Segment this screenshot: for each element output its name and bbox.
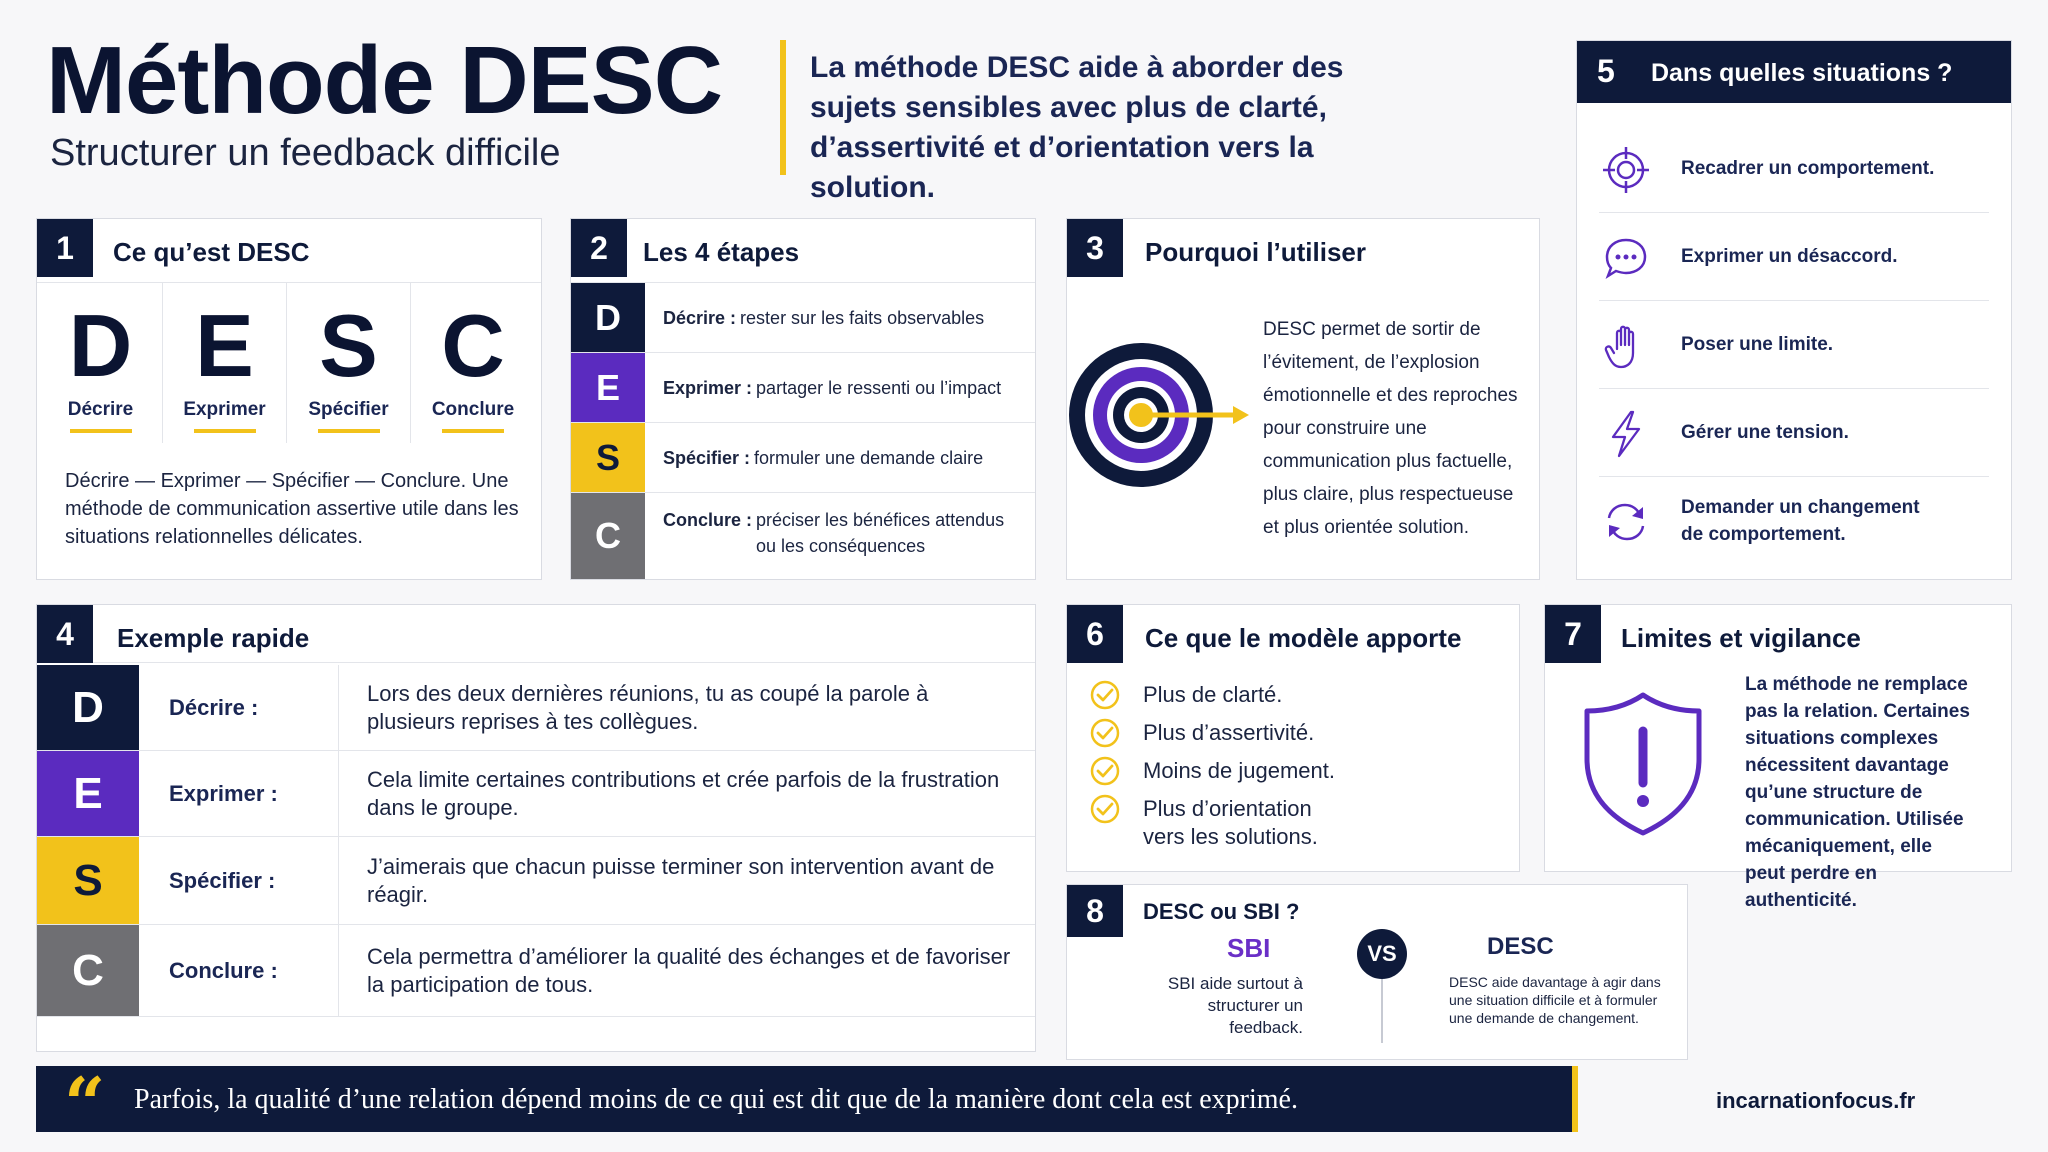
word-specifier: Spécifier (308, 399, 389, 420)
card-number: 7 (1545, 605, 1601, 663)
desc-letters (39, 219, 539, 445)
check-circle-icon (1089, 679, 1121, 711)
card-number: 3 (1067, 219, 1123, 277)
step-description: préciser les bénéfices attendus ou les conséquences (756, 510, 1005, 556)
underline (70, 429, 132, 433)
letter-column-c (411, 283, 535, 443)
desc-title: DESC (1487, 933, 1554, 960)
example-label: Spécifier : (139, 837, 339, 924)
card-title: Dans quelles situations ? (1651, 59, 1953, 87)
step-row (571, 283, 1035, 353)
example-letter: C (37, 925, 139, 1016)
card-limits (1544, 604, 2012, 911)
letter-d: D (68, 296, 133, 395)
benefit-text: Plus d’orientation vers les solutions. (1143, 796, 1318, 849)
check-circle-icon (1089, 793, 1121, 825)
step-letter: S (571, 423, 645, 492)
check-circle-icon (1089, 755, 1121, 787)
quote-text: Parfois, la qualité d’une relation dépend moins de ce qui est dit que de la manière dont cela est exprimé. (134, 1084, 1298, 1115)
example-row (37, 665, 1035, 751)
word-exprimer: Exprimer (183, 399, 266, 420)
letter-column-e (163, 283, 287, 443)
word-conclure: Conclure (431, 399, 515, 420)
step-label: Conclure : (663, 510, 753, 530)
situation-item (1599, 477, 1989, 565)
shield-warning-icon (1581, 689, 1705, 837)
example-label: Exprimer : (139, 751, 339, 836)
benefit-item (1089, 681, 1282, 711)
example-label: Décrire : (139, 665, 339, 750)
example-letter: E (37, 751, 139, 836)
card-title: Ce que le modèle apporte (1145, 623, 1462, 653)
underline (194, 429, 256, 433)
card-number: 2 (571, 219, 627, 277)
step-text (663, 353, 1019, 422)
step-letter: D (571, 283, 645, 352)
card-title: DESC ou SBI ? (1143, 899, 1300, 924)
quote-accent-bar (1572, 1066, 1578, 1132)
benefit-text: Plus d’assertivité. (1143, 720, 1315, 745)
step-label: Exprimer : (663, 377, 753, 398)
card-number: 8 (1067, 885, 1123, 937)
example-text: Lors des deux dernières réunions, tu as coupé la parole à plusieurs reprises à tes collègues. (367, 680, 929, 734)
step-description: partager le ressenti ou l’impact (756, 377, 1002, 398)
letter-e: E (195, 296, 254, 395)
intro-text: La méthode DESC aide à aborder des sujets sensibles avec plus de clarté, d’assertivité et d’orientation vers la solution. (810, 51, 1344, 204)
divider (1381, 979, 1383, 1043)
step-label: Spécifier : (663, 447, 751, 468)
benefit-text: Plus de clarté. (1143, 682, 1283, 707)
card-number: 6 (1067, 605, 1123, 663)
step-row (571, 353, 1035, 423)
benefit-item (1089, 757, 1335, 787)
target-arrow-icon (1067, 339, 1257, 489)
card1-description: Décrire — Exprimer — Spécifier — Conclure. Une méthode de communication assertive utile dans les situations relationnelles délicates. (65, 470, 519, 548)
situation-text: Demander un changement de comportement. (1681, 497, 1920, 545)
example-row (37, 925, 1035, 1017)
example-letter: D (37, 665, 139, 750)
example-row (37, 751, 1035, 837)
target-icon (1601, 145, 1651, 195)
situations-list (1577, 125, 2011, 563)
situation-text: Exprimer un désaccord. (1681, 246, 1898, 267)
card-title: Exemple rapide (117, 623, 310, 653)
underline (318, 429, 380, 433)
word-decrire: Décrire (67, 399, 134, 420)
example-letter: S (37, 837, 139, 924)
limits-text: La méthode ne remplace pas la relation. Certaines situations complexes nécessitent davantage qu’une structure de communication. Utilisée mécaniquement, elle peut perdre en authenticité. (1745, 674, 1970, 911)
step-text (663, 283, 1019, 352)
steps-list (571, 283, 1035, 579)
intro-accent-bar (780, 40, 786, 175)
situation-item (1599, 213, 1989, 301)
letter-column-s (287, 283, 411, 443)
letter-c: C (441, 296, 505, 395)
refresh-icon (1601, 497, 1651, 547)
situation-item (1599, 389, 1989, 477)
sbi-title: SBI (1227, 933, 1271, 963)
example-row (37, 837, 1035, 925)
example-text: Cela limite certaines contributions et crée parfois de la frustration dans le groupe. (367, 766, 1000, 820)
website-link[interactable]: incarnationfocus.fr (1716, 1088, 1916, 1113)
letter-s: S (319, 296, 378, 395)
card-situations (1576, 40, 2012, 580)
situation-item (1599, 125, 1989, 213)
check-circle-icon (1089, 717, 1121, 749)
card-four-steps (570, 218, 1036, 580)
why-description: DESC permet de sortir de l’évitement, de l’explosion émotionnelle et des reproches pour construire une communication plus factuelle, plus claire, plus respectueuse et plus orientée solution. (1263, 319, 1518, 538)
example-label: Conclure : (139, 925, 339, 1016)
letter-column-d (39, 283, 163, 443)
card-number: 4 (37, 605, 93, 663)
step-text (663, 423, 1019, 492)
situation-text: Gérer une tension. (1681, 422, 1849, 443)
hand-stop-icon (1601, 321, 1651, 371)
example-text: J’aimerais que chacun puisse terminer son intervention avant de réagir. (367, 853, 995, 907)
step-text (663, 493, 1019, 579)
benefit-item (1089, 795, 1329, 851)
situation-text: Recadrer un comportement. (1681, 158, 1935, 179)
step-letter: C (571, 493, 645, 579)
benefit-text: Moins de jugement. (1143, 758, 1335, 783)
situations-header (1577, 41, 2011, 103)
step-description: rester sur les faits observables (740, 307, 985, 328)
card-why-use (1066, 218, 1540, 580)
page-subtitle: Structurer un feedback difficile (50, 132, 561, 174)
sbi-text: SBI aide surtout à structurer un feedback. (1167, 974, 1303, 1037)
underline (442, 429, 504, 433)
step-row (571, 423, 1035, 493)
lightning-icon (1601, 409, 1651, 459)
benefit-item (1089, 719, 1314, 749)
situation-item (1599, 301, 1989, 389)
card-number: 1 (37, 219, 93, 277)
quote-icon: “ (64, 1061, 106, 1146)
card-what-is-desc (36, 218, 542, 580)
vs-badge: VS (1357, 929, 1407, 979)
step-description: formuler une demande claire (754, 447, 984, 468)
card-title: Limites et vigilance (1621, 623, 1861, 653)
step-label: Décrire : (663, 307, 737, 328)
card-title: Les 4 étapes (643, 237, 800, 267)
step-row (571, 493, 1035, 579)
page-title: Méthode DESC (46, 27, 723, 134)
card-number: 5 (1597, 53, 1615, 89)
step-letter: E (571, 353, 645, 422)
card-desc-vs-sbi (1066, 884, 1688, 1060)
desc-text: DESC aide davantage à agir dans une situation difficile et à formuler une demande de changement. (1449, 974, 1661, 1026)
speech-bubble-icon (1601, 233, 1651, 283)
example-text: Cela permettra d’améliorer la qualité des échanges et de favoriser la participation de tous. (367, 943, 1011, 997)
card-model-benefits (1066, 604, 1520, 872)
card-quick-example (36, 604, 1036, 1052)
situation-text: Poser une limite. (1681, 334, 1834, 355)
card-title: Pourquoi l’utiliser (1145, 237, 1367, 267)
card-title: Ce qu’est DESC (113, 237, 310, 267)
